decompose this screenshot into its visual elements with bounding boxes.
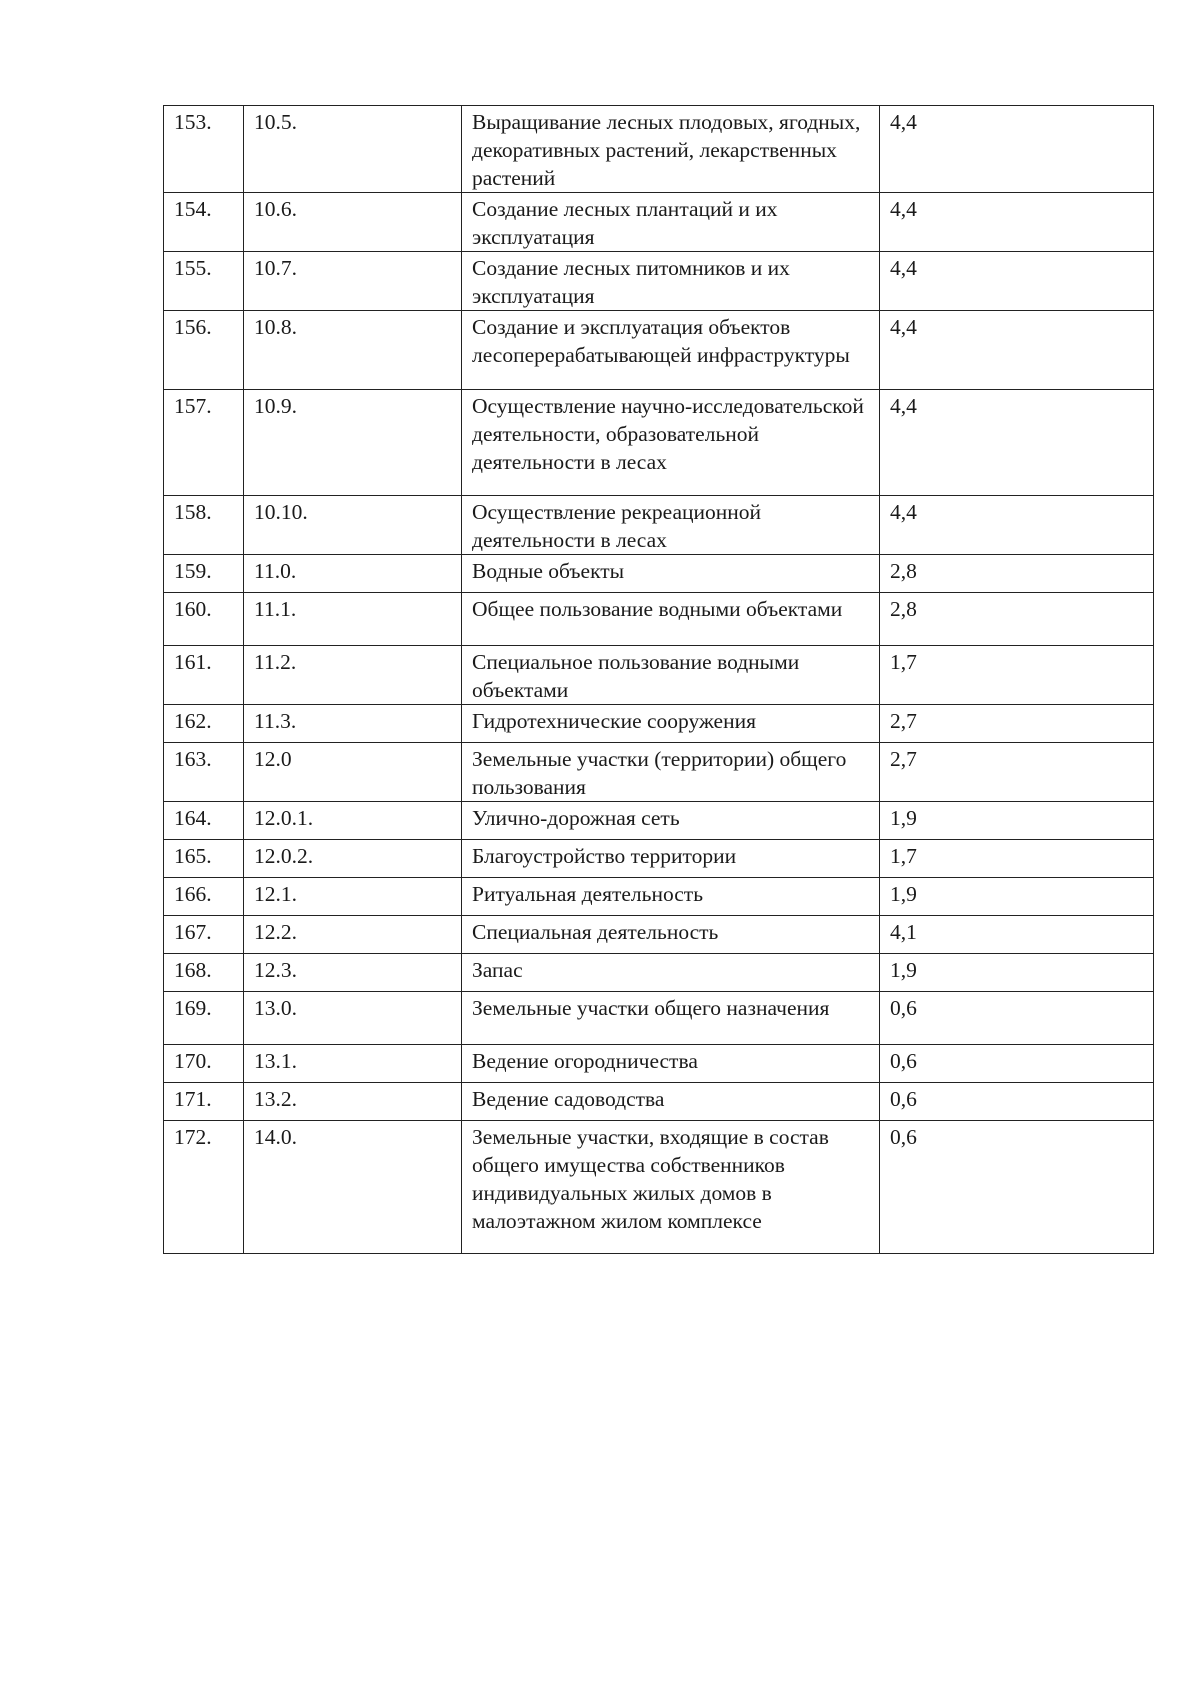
table-row — [164, 916, 1154, 954]
row-number-cell: 154. — [164, 193, 244, 252]
table-row — [164, 1045, 1154, 1083]
land-use-table — [163, 105, 1154, 1254]
table-row — [164, 992, 1154, 1045]
table-row — [164, 743, 1154, 802]
coefficient-cell: 4,4 — [880, 106, 1154, 193]
land-use-code-cell: 11.2. — [244, 646, 462, 705]
row-number-cell: 158. — [164, 496, 244, 555]
row-number-cell: 172. — [164, 1121, 244, 1254]
land-use-code-cell: 12.3. — [244, 954, 462, 992]
coefficient-cell: 2,7 — [880, 743, 1154, 802]
land-use-code-cell: 12.0.1. — [244, 802, 462, 840]
land-use-name-cell: Земельные участки (территории) общего пользования — [462, 743, 880, 802]
row-number-cell: 162. — [164, 705, 244, 743]
coefficient-cell: 4,1 — [880, 916, 1154, 954]
coefficient-cell: 0,6 — [880, 1045, 1154, 1083]
table-row — [164, 954, 1154, 992]
table-row — [164, 106, 1154, 193]
table-row — [164, 1121, 1154, 1254]
row-number-cell: 167. — [164, 916, 244, 954]
table-row — [164, 802, 1154, 840]
table-row — [164, 593, 1154, 646]
row-number-cell: 169. — [164, 992, 244, 1045]
land-use-name-cell: Земельные участки общего назначения — [462, 992, 880, 1045]
table-row — [164, 496, 1154, 555]
row-number-cell: 165. — [164, 840, 244, 878]
row-number-cell: 153. — [164, 106, 244, 193]
land-use-code-cell: 14.0. — [244, 1121, 462, 1254]
table-row — [164, 840, 1154, 878]
land-use-name-cell: Земельные участки, входящие в состав общего имущества собственников индивидуальных жилых домов в малоэтажном жилом комплексе — [462, 1121, 880, 1254]
land-use-name-cell: Общее пользование водными объектами — [462, 593, 880, 646]
table-body — [164, 106, 1154, 1254]
land-use-name-cell: Создание лесных питомников и их эксплуатация — [462, 252, 880, 311]
row-number-cell: 168. — [164, 954, 244, 992]
land-use-code-cell: 13.0. — [244, 992, 462, 1045]
land-use-name-cell: Ритуальная деятельность — [462, 878, 880, 916]
land-use-name-cell: Ведение садоводства — [462, 1083, 880, 1121]
row-number-cell: 157. — [164, 390, 244, 496]
row-number-cell: 156. — [164, 311, 244, 390]
coefficient-cell: 4,4 — [880, 311, 1154, 390]
land-use-name-cell: Осуществление научно-исследовательской деятельности, образовательной деятельности в лесах — [462, 390, 880, 496]
land-use-code-cell: 13.1. — [244, 1045, 462, 1083]
land-use-code-cell: 12.0 — [244, 743, 462, 802]
land-use-code-cell: 10.7. — [244, 252, 462, 311]
land-use-code-cell: 10.5. — [244, 106, 462, 193]
coefficient-cell: 1,7 — [880, 840, 1154, 878]
row-number-cell: 164. — [164, 802, 244, 840]
land-use-code-cell: 10.10. — [244, 496, 462, 555]
land-use-name-cell: Водные объекты — [462, 555, 880, 593]
table-row — [164, 705, 1154, 743]
land-use-code-cell: 10.9. — [244, 390, 462, 496]
row-number-cell: 166. — [164, 878, 244, 916]
land-use-name-cell: Ведение огородничества — [462, 1045, 880, 1083]
land-use-name-cell: Специальное пользование водными объектами — [462, 646, 880, 705]
table-row — [164, 1083, 1154, 1121]
coefficient-cell: 1,7 — [880, 646, 1154, 705]
coefficient-cell: 2,8 — [880, 555, 1154, 593]
land-use-name-cell: Благоустройство территории — [462, 840, 880, 878]
land-use-name-cell: Улично-дорожная сеть — [462, 802, 880, 840]
land-use-name-cell: Запас — [462, 954, 880, 992]
land-use-name-cell: Создание лесных плантаций и их эксплуатация — [462, 193, 880, 252]
coefficient-cell: 1,9 — [880, 802, 1154, 840]
table-row — [164, 555, 1154, 593]
row-number-cell: 171. — [164, 1083, 244, 1121]
row-number-cell: 160. — [164, 593, 244, 646]
coefficient-cell: 4,4 — [880, 252, 1154, 311]
land-use-code-cell: 12.2. — [244, 916, 462, 954]
land-use-code-cell: 13.2. — [244, 1083, 462, 1121]
table-row — [164, 646, 1154, 705]
land-use-name-cell: Выращивание лесных плодовых, ягодных, декоративных растений, лекарственных растений — [462, 106, 880, 193]
land-use-code-cell: 10.8. — [244, 311, 462, 390]
coefficient-cell: 4,4 — [880, 390, 1154, 496]
coefficient-cell: 4,4 — [880, 496, 1154, 555]
coefficient-cell: 0,6 — [880, 992, 1154, 1045]
land-use-code-cell: 11.0. — [244, 555, 462, 593]
table-row — [164, 252, 1154, 311]
land-use-name-cell: Создание и эксплуатация объектов лесоперерабатывающей инфраструктуры — [462, 311, 880, 390]
row-number-cell: 170. — [164, 1045, 244, 1083]
coefficient-cell: 4,4 — [880, 193, 1154, 252]
land-use-code-cell: 10.6. — [244, 193, 462, 252]
land-use-code-cell: 11.1. — [244, 593, 462, 646]
land-use-name-cell: Осуществление рекреационной деятельности в лесах — [462, 496, 880, 555]
table-row — [164, 878, 1154, 916]
row-number-cell: 163. — [164, 743, 244, 802]
land-use-name-cell: Гидротехнические сооружения — [462, 705, 880, 743]
coefficient-cell: 0,6 — [880, 1083, 1154, 1121]
table-row — [164, 390, 1154, 496]
land-use-code-cell: 12.1. — [244, 878, 462, 916]
row-number-cell: 155. — [164, 252, 244, 311]
land-use-code-cell: 12.0.2. — [244, 840, 462, 878]
coefficient-cell: 2,8 — [880, 593, 1154, 646]
table-row — [164, 311, 1154, 390]
coefficient-cell: 2,7 — [880, 705, 1154, 743]
coefficient-cell: 1,9 — [880, 878, 1154, 916]
table-row — [164, 193, 1154, 252]
coefficient-cell: 1,9 — [880, 954, 1154, 992]
row-number-cell: 159. — [164, 555, 244, 593]
coefficient-cell: 0,6 — [880, 1121, 1154, 1254]
row-number-cell: 161. — [164, 646, 244, 705]
land-use-code-cell: 11.3. — [244, 705, 462, 743]
land-use-name-cell: Специальная деятельность — [462, 916, 880, 954]
